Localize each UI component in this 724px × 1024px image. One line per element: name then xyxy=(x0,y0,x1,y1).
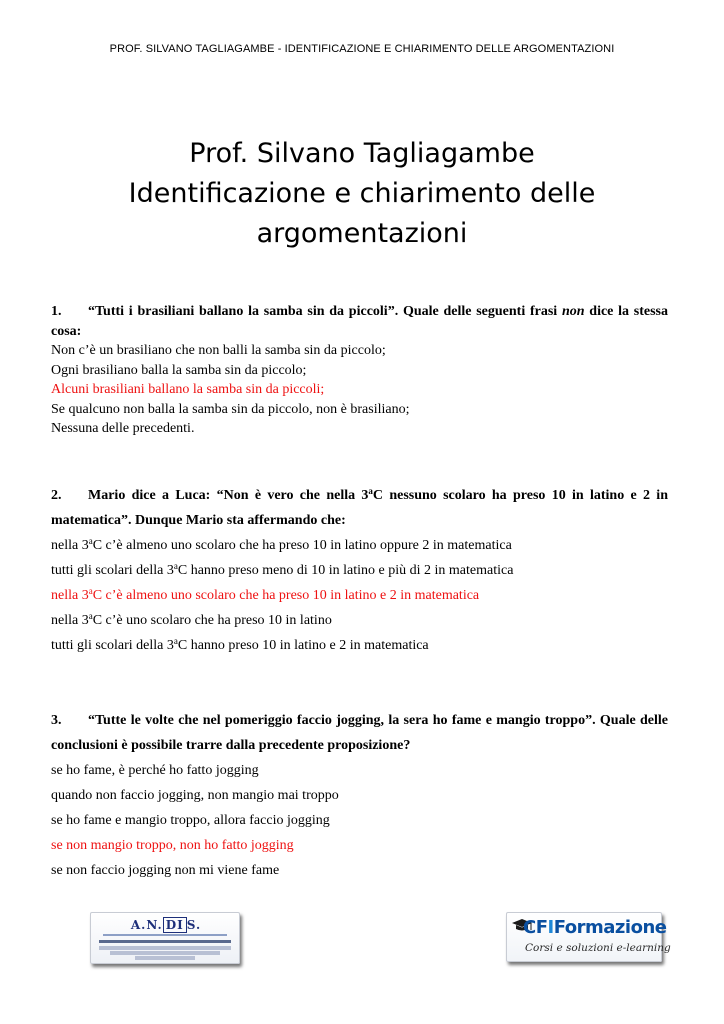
logo-text: N. xyxy=(146,918,163,932)
question-1-text-b: dice la stessa cosa: xyxy=(51,304,669,339)
option-pre: tutti gli scolari della 3 xyxy=(51,638,174,653)
cfi-logo-name xyxy=(523,917,666,938)
superscript: a xyxy=(173,561,178,571)
option-post: C c’è uno scolaro che ha preso 10 in latino xyxy=(92,613,332,628)
answer-option-correct xyxy=(51,583,668,608)
question-1-text xyxy=(51,302,668,341)
title-line-1: Prof. Silvano Tagliagambe xyxy=(189,138,535,169)
logo-divider xyxy=(103,934,227,936)
option-pre: nella 3 xyxy=(51,588,89,603)
answer-option xyxy=(51,633,668,658)
superscript: a xyxy=(88,586,93,596)
superscript: a xyxy=(88,611,93,621)
answer-option: Ogni brasiliano balla la samba sin da piccolo; xyxy=(51,362,307,378)
option-pre: tutti gli scolari della 3 xyxy=(51,563,174,578)
question-number: 3. xyxy=(51,713,62,728)
question-3 xyxy=(51,708,668,883)
superscript: a xyxy=(173,636,178,646)
option-pre: nella 3 xyxy=(51,613,89,628)
answer-option: se ho fame e mangio troppo, allora faccio jogging xyxy=(51,813,330,828)
logo-text: I xyxy=(547,917,554,938)
answer-option-correct: Alcuni brasiliani ballano la samba sin da piccoli; xyxy=(51,382,325,397)
andis-logo-mark xyxy=(121,917,211,933)
question-2-text-b: C nessuno scolaro ha preso 10 in latino e 2 in matematica”. Dunque Mario sta affermando che: xyxy=(51,488,668,528)
answer-option: Non c’è un brasiliano che non balli la samba sin da piccolo; xyxy=(51,343,386,358)
logo-small-text xyxy=(99,940,231,943)
question-number: 1. xyxy=(51,304,62,319)
running-header: PROF. SILVANO TAGLIAGAMBE - IDENTIFICAZIONE E CHIARIMENTO DELLE ARGOMENTAZIONI xyxy=(109,43,615,55)
question-3-text-body: “Tutte le volte che nel pomeriggio faccio jogging, la sera ho fame e mangio troppo”. Quale delle conclusioni è possibile trarre dalla precedente proposizione? xyxy=(51,713,668,753)
superscript: a xyxy=(88,536,93,546)
option-pre: nella 3 xyxy=(51,538,89,553)
answer-option: quando non faccio jogging, non mangio mai troppo xyxy=(51,788,339,803)
logo-text: CF xyxy=(523,917,548,938)
answer-option-correct: se non mangio troppo, non ho fatto jogging xyxy=(51,838,294,853)
question-3-text xyxy=(51,708,668,758)
answer-option xyxy=(51,533,668,558)
option-post: C c’è almeno uno scolaro che ha preso 10 in latino e 2 in matematica xyxy=(92,588,480,603)
option-post: C hanno preso 10 in latino e 2 in matematica xyxy=(177,638,429,653)
logo-text: A. xyxy=(130,918,147,932)
answer-option: Nessuna delle precedenti. xyxy=(51,421,195,436)
title-line-2: Identificazione e chiarimento delle xyxy=(128,178,596,209)
cfi-logo-tagline: Corsi e soluzioni e-learning xyxy=(525,942,671,954)
question-number: 2. xyxy=(51,488,62,503)
question-1-emphasis: non xyxy=(561,304,585,319)
question-2 xyxy=(51,483,668,658)
answer-option: se ho fame, è perché ho fatto jogging xyxy=(51,763,259,778)
question-1-text-a: “Tutti i brasiliani ballano la samba sin da piccoli”. Quale delle seguenti frasi xyxy=(88,304,562,319)
document-title xyxy=(60,134,664,254)
logo-text: Formazione xyxy=(553,917,667,938)
logo-small-text xyxy=(110,951,220,955)
andis-logo xyxy=(90,912,240,964)
cfi-formazione-logo xyxy=(506,912,671,962)
logo-small-text xyxy=(135,956,195,960)
answer-option: Se qualcuno non balla la samba sin da piccolo, non è brasiliano; xyxy=(51,401,410,417)
superscript: a xyxy=(368,486,373,496)
answer-option xyxy=(51,558,668,583)
logo-text: DI xyxy=(163,917,187,933)
question-1 xyxy=(51,302,668,439)
option-post: C c’è almeno uno scolaro che ha preso 10 in latino oppure 2 in matematica xyxy=(92,538,512,553)
question-2-text-a: Mario dice a Luca: “Non è vero che nella 3 xyxy=(88,488,369,503)
title-line-3: argomentazioni xyxy=(256,218,468,249)
answer-option: se non faccio jogging non mi viene fame xyxy=(51,863,280,878)
logo-text: S. xyxy=(186,918,202,932)
answer-option xyxy=(51,608,668,633)
option-post: C hanno preso meno di 10 in latino e più di 2 in matematica xyxy=(177,563,514,578)
question-2-text xyxy=(51,483,668,533)
logo-small-text xyxy=(99,946,231,950)
